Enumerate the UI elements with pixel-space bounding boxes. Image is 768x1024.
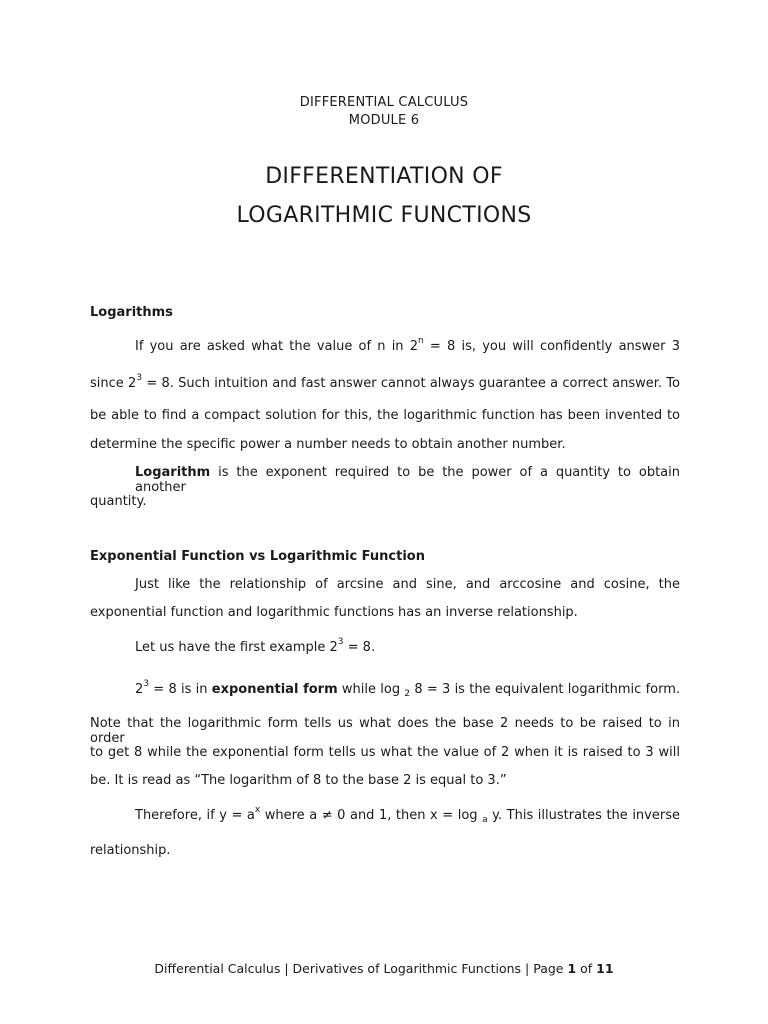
term-logarithm: Logarithm bbox=[135, 465, 211, 480]
paragraph-line: Therefore, if $y = a^x$ where a ≠ 0 and 1, then x = log $_a$ y. This illustrates the inverse bbox=[135, 805, 680, 825]
section-heading-exponential-vs-logarithmic: Exponential Function vs Logarithmic Function bbox=[90, 549, 425, 564]
paragraph-line: to get 8 while the exponential form tells us what the value of 2 when it is raised to 3 will bbox=[90, 745, 680, 760]
paragraph-line: be. It is read as “The logarithm of 8 to the base 2 is equal to 3.” bbox=[90, 773, 507, 788]
paragraph-line: since $2^3 = 8$. Such intuition and fast answer cannot always guarantee a correct answer. To bbox=[90, 373, 680, 391]
term-exponential-form: exponential form bbox=[211, 682, 338, 697]
page-number: 1 bbox=[567, 961, 577, 976]
page-footer: Differential Calculus | Derivatives of Logarithmic Functions | Page 1 of 11 bbox=[154, 961, 614, 976]
paragraph-line: Logarithm is the exponent required to be the power of a quantity to obtain another bbox=[135, 465, 680, 495]
paragraph-line: quantity. bbox=[90, 494, 147, 509]
course-name: DIFFERENTIAL CALCULUS bbox=[299, 95, 469, 110]
paragraph-line: be able to find a compact solution for this, the logarithmic function has been invented to bbox=[90, 408, 680, 423]
page-title-line2: LOGARITHMIC FUNCTIONS bbox=[236, 203, 532, 228]
page-total: 11 bbox=[596, 961, 614, 976]
paragraph-line: $2^3 = 8$ is in exponential form while log $_2$ 8 = 3 is the equivalent logarithmic form. bbox=[135, 679, 681, 699]
paragraph-line: Let us have the first example $2^3 = 8$. bbox=[135, 637, 376, 655]
module-label: MODULE 6 bbox=[348, 113, 420, 128]
paragraph-line: If you are asked what the value of n in $2^n = 8$ is, you will confidently answer 3 bbox=[135, 336, 680, 354]
paragraph-line: determine the specific power a number needs to obtain another number. bbox=[90, 437, 566, 452]
section-heading-logarithms: Logarithms bbox=[90, 305, 173, 320]
paragraph-line: Just like the relationship of arcsine and sine, and arccosine and cosine, the bbox=[135, 577, 680, 592]
page-title-line1: DIFFERENTIATION OF bbox=[265, 164, 503, 189]
paragraph-line: relationship. bbox=[90, 843, 171, 858]
paragraph-line: Note that the logarithmic form tells us what does the base 2 needs to be raised to in order bbox=[90, 716, 680, 746]
paragraph-line: exponential function and logarithmic functions has an inverse relationship. bbox=[90, 605, 578, 620]
